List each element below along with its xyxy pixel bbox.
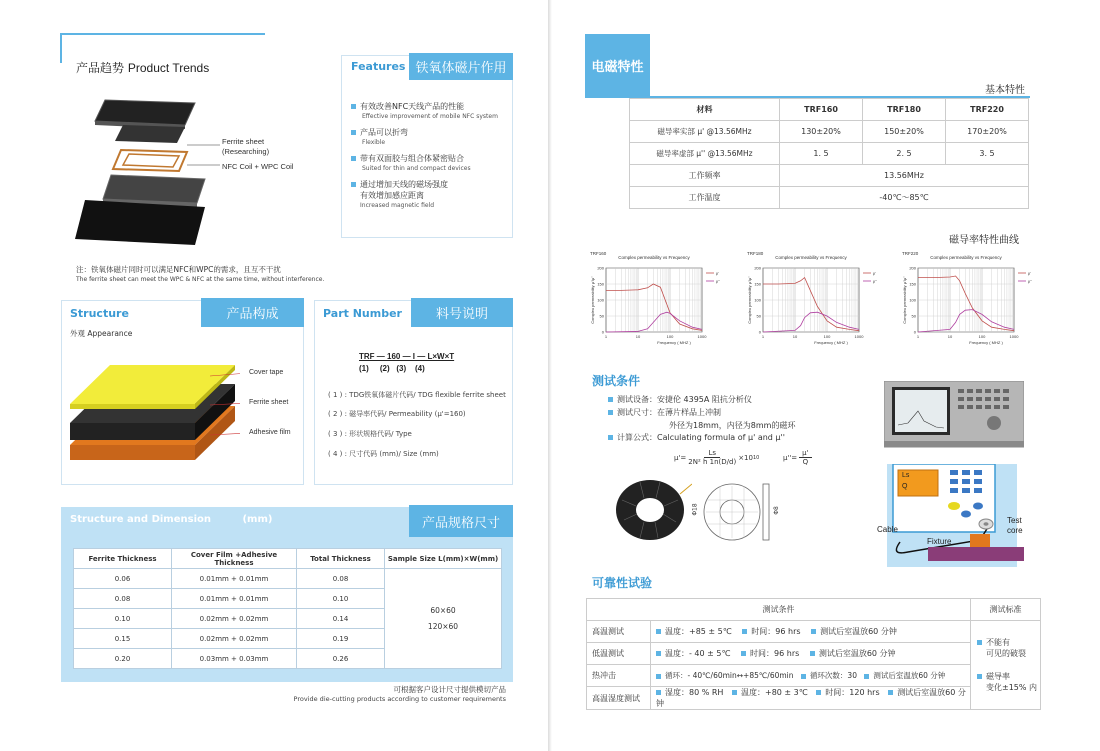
table-cell: 工作温度 [630,187,780,209]
table-cell: 0.08 [297,569,385,589]
em-header-trf160: TRF160 [780,99,863,121]
dim-header-ferrite: Ferrite Thickness [74,549,172,569]
table-cell: 2. 5 [863,143,946,165]
y-tick-label: 50 [911,313,916,319]
coil-layer [113,150,187,171]
table-cell: 工作频率 [630,165,780,187]
bullet-icon [608,397,613,402]
layer-label-cover: Cover tape [249,369,284,376]
bullet-icon [656,690,661,695]
toroid-coil-illustration [612,472,692,547]
appearance-label: 外观 Appearance [70,329,133,338]
dim-header-total: Total Thickness [297,549,385,569]
bullet-icon [351,130,356,135]
std-2b: 变化±15% 内 [986,683,1038,692]
table-cell: 0.02mm + 0.02mm [172,629,297,649]
formula-left [674,449,759,466]
dim-header-sample: Sample Size L(mm)×W(mm) [385,549,502,569]
bullet-icon [656,629,661,634]
cond-item: 温度：+85 ± 5℃ [665,627,732,636]
bullet-icon [810,651,815,656]
ferrite-sheet-layer [115,125,185,143]
table-cell: 0.14 [297,609,385,629]
reliability-header [587,599,1041,621]
table-cell: 0.01mm + 0.01mm [172,589,297,609]
cond-item: 湿度：80 % RH [665,688,724,697]
bullet-icon [741,651,746,656]
formula-fraction-2 [799,449,811,466]
features-title-cn: 铁氧体磁片作用 [409,53,513,80]
y-tick-label: 0 [758,329,761,335]
table-cell: 0.08 [74,589,172,609]
formula-exp: 10 [752,454,760,461]
trends-title [76,59,209,76]
bullet-icon [816,690,821,695]
feature-3-en: Suited for thin and compact devices [362,165,471,172]
chart-title: Complex permeability vs Frequency [930,255,1002,260]
y-tick-label: 100 [754,297,761,303]
chart-label: TRF180 [747,251,764,256]
bullet-icon [351,182,356,187]
cond-item: 测试后室温放60 分钟 [818,649,896,658]
x-tick-label: 1 [761,334,765,339]
part-number-line-1: ( 1 ) : TDG铁氧体磁片代码/ TDG flexible ferrite sheet [328,391,506,399]
fixture-label: Fixture [927,537,952,546]
x-tick-label: 10 [947,334,953,339]
bullet-icon [977,674,982,679]
dimension-title-en: Structure and Dimension [70,514,211,525]
y-axis-label: Complex permeability μ'/μ'' [902,276,907,324]
chart-title: Complex permeability vs Frequency [618,255,690,260]
x-tick-label: 1 [916,334,920,339]
x-axis-label: Frequency ( MHZ ) [814,340,848,345]
part-number-line-2: ( 2 ) : 磁导率代码/ Permeability (μ'=160) [328,410,466,418]
features-title-en: Features [351,60,406,73]
layer-label-adhesive: Adhesive film [249,429,291,436]
y-tick-label: 150 [597,281,604,287]
reliability-name: 低温测试 [587,643,651,665]
rig-ls-label: Ls [902,472,910,479]
feature-1-cn: 有效改善NFC天线产品的性能 [360,102,465,111]
table-cell: 0.10 [74,609,172,629]
x-tick-label: 10 [635,334,641,339]
structure-title-en: Structure [70,307,129,320]
bullet-icon [977,640,982,645]
test-line-3: 外径为18mm，内径为8mm的磁环 [669,421,796,430]
feature-2-cn: 产品可以折弯 [360,128,408,137]
table-cell: 0.03mm + 0.03mm [172,649,297,669]
table-row [630,187,1029,209]
formula-r-den: Q [802,458,809,466]
em-header-trf220: TRF220 [946,99,1029,121]
table-cell: 0.15 [74,629,172,649]
part-number-line-4: ( 4 ) : 尺寸代码 (mm)/ Size (mm) [328,450,439,458]
table-cell: 13.56MHz [780,165,1029,187]
x-tick-label: 100 [823,334,831,339]
bullet-icon [351,156,356,161]
reliability-cond [651,665,971,687]
permeability-chart-trf160 [588,248,728,358]
feature-item-3 [351,153,521,172]
x-tick-label: 100 [666,334,674,339]
table-cell: 磁导率虚部 μ'' @13.56MHz [630,143,780,165]
reliability-standard [971,621,1041,710]
y-tick-label: 200 [754,265,761,271]
dimension-footer-en: Provide die-cutting products according to customer requirements [293,695,506,703]
dimension-table-header [74,549,502,569]
dimension-title-cn: 产品规格尺寸 [409,505,513,537]
permeability-chart-trf220 [900,248,1040,358]
cable-label: Cable [877,525,898,534]
table-cell: 1. 5 [780,143,863,165]
trends-note-cn: 注：铁氧体磁片同时可以满足NFC和WPC的需求，且互不干扰 [76,265,281,274]
part-number-indexes: (1) (2) (3) (4) [359,364,425,373]
cond-item: 循环：- 40℃/60min↔+85℃/60min [665,671,794,680]
formula-mu2-label: μ''= [783,453,798,462]
basic-props-title: 基本特性 [985,85,1025,96]
formula-r-num: μ' [799,449,811,458]
y-tick-label: 100 [909,297,916,303]
dimension-table [73,548,502,669]
layer-label-ferrite: Ferrite sheet [249,399,289,406]
sample-size-2: 120×60 [427,621,459,631]
chart-title: Complex permeability vs Frequency [775,255,847,260]
test-core-label-2: core [1007,526,1023,535]
cond-item: 时间：120 hrs [825,688,880,697]
em-header-trf180: TRF180 [863,99,946,121]
formula-fraction [688,449,736,466]
features-box [341,55,513,238]
formula-den: 2N² h 1n(D/d) [688,458,737,466]
bullet-icon [608,435,613,440]
dimension-footer-cn: 可根据客户设计尺寸提供模切产品 [393,685,506,694]
x-tick-label: 100 [978,334,986,339]
bullet-icon [811,629,816,634]
em-table [629,98,1029,209]
reliability-title: 可靠性试验 [592,576,653,590]
x-tick-label: 1000 [854,334,864,339]
legend-label: μ'' [1028,278,1032,284]
cond-item: 循环次数：30 [809,671,857,680]
page-fold [548,0,552,751]
y-tick-label: 150 [754,281,761,287]
cond-item: 温度：+80 ± 3℃ [741,688,808,697]
bullet-icon [656,651,661,656]
trends-callout-ferrite-2: (Researching) [222,147,270,156]
table-cell: 130±20% [780,121,863,143]
table-row [74,569,502,589]
part-number-code: TRF — 160 — I — L×W×T [359,352,455,361]
part-number-title-cn: 料号说明 [411,298,513,327]
legend-label: μ' [873,270,877,276]
table-cell: 0.26 [297,649,385,669]
dim-header-cover: Cover Film +Adhesive Thickness [172,549,297,569]
feature-4-cn: 通过增加天线的磁场强度 [360,180,448,189]
reliability-header-std: 测试标准 [971,599,1041,621]
table-cell: 0.10 [297,589,385,609]
trends-title-en: Product Trends [127,61,210,75]
test-line-4 [608,432,785,443]
reliability-name: 热冲击 [587,665,651,687]
feature-item-1 [351,101,521,120]
formula-num: Ls [704,449,720,458]
part-number-title-en: Part Number [323,307,402,320]
table-cell: 150±20% [863,121,946,143]
legend-label: μ'' [873,278,877,284]
trends-callout-ferrite [222,137,269,157]
table-row [630,121,1029,143]
feature-item-4 [351,179,521,209]
feature-2-en: Flexible [362,139,386,146]
rig-q-label: Q [902,483,908,490]
bullet-icon [608,410,613,415]
reliability-cond [651,643,971,665]
trends-callout-coil: NFC Coil + WPC Coil [222,162,294,171]
chart-label: TRF160 [590,251,607,256]
test-line-2-text: 测试尺寸：在薄片样品上冲制 [617,408,721,417]
y-tick-label: 150 [909,281,916,287]
reliability-cond [651,687,971,710]
phone-back-layer [75,200,205,245]
table-row [587,621,1041,643]
y-axis-label: Complex permeability μ'/μ'' [590,276,595,324]
formula-right [783,449,812,466]
test-line-1-text: 测试设备：安捷伦 4395A 阻抗分析仪 [617,395,752,404]
x-tick-label: 1000 [1009,334,1019,339]
phone-top-layer [95,100,195,129]
bullet-icon [801,674,806,679]
std-1a: 不能有 [986,638,1010,647]
y-tick-label: 50 [756,313,761,319]
test-core-label [1007,516,1023,536]
reliability-header-cond: 测试条件 [587,599,971,621]
table-cell: 磁导率实部 μ' @13.56MHz [630,121,780,143]
test-line-2 [608,407,721,418]
test-line-1 [608,394,752,405]
exploded-phone-illustration [75,95,225,255]
sample-size-1: 60×60 [430,605,456,615]
bullet-icon [732,690,737,695]
test-title: 测试条件 [592,374,641,388]
em-title: 电磁特性 [585,34,650,98]
structure-title-cn: 产品构成 [201,298,304,327]
cond-item: 温度：- 40 ± 5℃ [665,649,731,658]
cond-item: 测试后室温放60 分钟 [820,627,897,636]
legend-label: μ' [716,270,720,276]
permeability-chart-trf180 [745,248,885,358]
curve-title: 磁导率特性曲线 [949,235,1019,246]
bullet-icon [888,690,893,695]
reliability-name: 高温测试 [587,621,651,643]
cond-item: 时间：96 hrs [750,649,800,658]
x-tick-label: 1 [604,334,608,339]
trends-header-vline [60,33,62,63]
bullet-icon [656,674,661,679]
std-2a: 磁导率 [986,672,1010,681]
cond-item: 测试后室温放60 分钟 [873,671,946,680]
test-line-4-text: 计算公式：Calculating formula of μ' and μ'' [617,433,785,442]
cond-item: 测试后室温放60 分钟 [656,688,966,708]
formula-mult: ×10 [738,453,753,462]
table-cell: 170±20% [946,121,1029,143]
trends-title-cn: 产品趋势 [76,61,125,75]
feature-4-en: Increased magnetic field [360,202,435,209]
table-cell: 0.20 [74,649,172,669]
trends-header-line [60,33,265,35]
x-axis-label: Frequency ( MHZ ) [969,340,1003,345]
dim-d-inner: Φ8 [772,506,780,515]
test-core-label-1: Test [1007,516,1022,525]
reliability-table [586,598,1041,710]
feature-4-cn2: 有效增加感应距离 [360,191,424,200]
feature-3-cn: 带有双面胶与组合体紧密贴合 [360,154,464,163]
y-axis-label: Complex permeability μ'/μ'' [747,276,752,324]
em-table-header [630,99,1029,121]
bullet-icon [864,674,869,679]
em-header-material: 材料 [630,99,780,121]
reliability-name: 高温湿度测试 [587,687,651,710]
trends-note-en: The ferrite sheet can meet the WPC & NFC at the same time, without interference. [76,276,325,283]
reliability-cond [651,621,971,643]
feature-1-en: Effective improvement of mobile NFC system [362,113,498,120]
y-tick-label: 200 [909,265,916,271]
dimension-unit: (mm) [242,514,273,525]
y-tick-label: 50 [599,313,604,319]
dim-d-outer: Φ18 [691,503,699,516]
part-number-line-3: ( 3 ) : 形状规格代码/ Type [328,430,412,438]
bullet-icon [351,104,356,109]
legend-label: μ'' [716,278,720,284]
y-tick-label: 200 [597,265,604,271]
test-rig-diagram [870,464,1030,574]
dimension-title [70,514,272,525]
table-cell: 3. 5 [946,143,1029,165]
cond-item: 时间：96 hrs [751,627,801,636]
table-cell: 0.01mm + 0.01mm [172,569,297,589]
x-tick-label: 1000 [697,334,707,339]
trends-callout-ferrite-1: Ferrite sheet [222,137,265,146]
y-tick-label: 100 [597,297,604,303]
chart-label: TRF220 [902,251,919,256]
bullet-icon [742,629,747,634]
x-tick-label: 10 [792,334,798,339]
table-cell: 0.19 [297,629,385,649]
x-axis-label: Frequency ( MHZ ) [657,340,691,345]
table-cell: 0.02mm + 0.02mm [172,609,297,629]
ring-core-dimension-drawing [700,480,780,545]
impedance-analyzer-image [884,381,1024,453]
feature-item-2 [351,127,521,146]
table-row [630,143,1029,165]
sample-size-cell [385,569,502,669]
table-row [630,165,1029,187]
std-1b: 可见的破裂 [986,649,1026,658]
y-tick-label: 0 [913,329,916,335]
legend-label: μ' [1028,270,1032,276]
table-cell: -40℃～85℃ [780,187,1029,209]
table-cell: 0.06 [74,569,172,589]
formula-mu1-label: μ'= [674,453,687,462]
y-tick-label: 0 [601,329,604,335]
layer-stack-illustration [70,360,240,470]
